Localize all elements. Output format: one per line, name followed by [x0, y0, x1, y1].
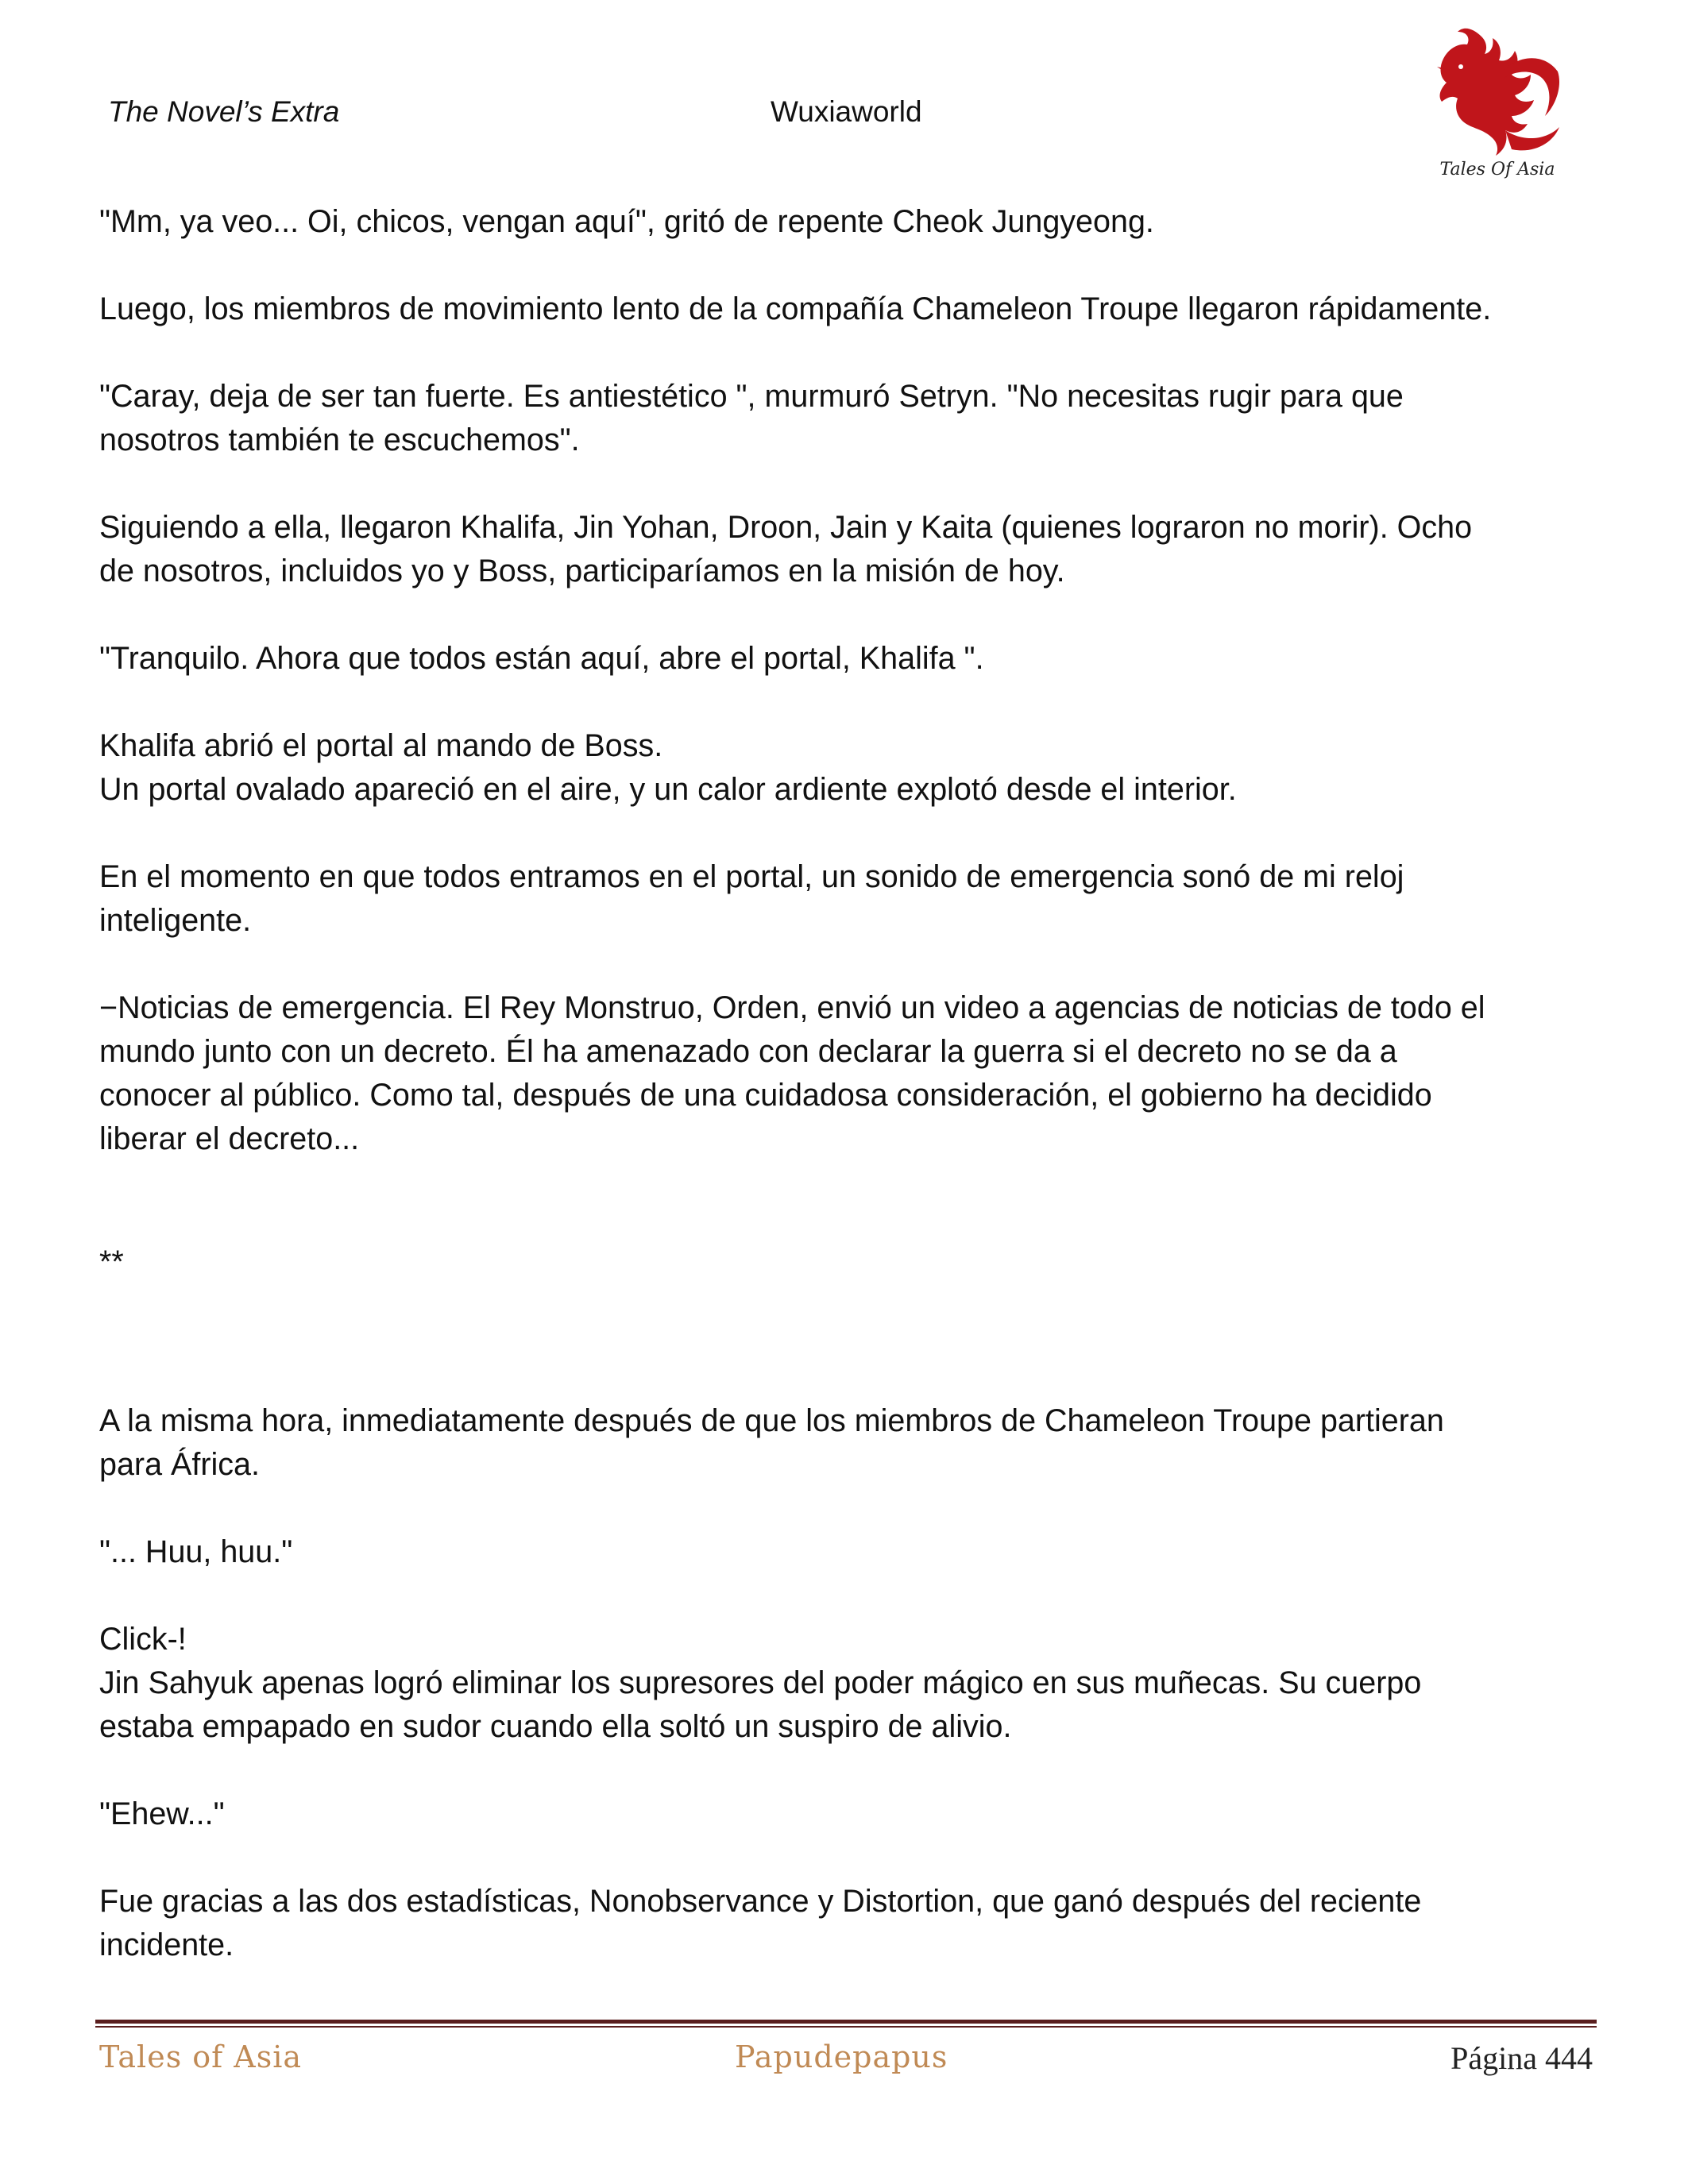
paragraph: "... Huu, huu." — [99, 1534, 293, 1569]
svg-text:Tales Of Asia: Tales Of Asia — [1439, 160, 1555, 179]
footer-publisher: Tales of Asia — [99, 2039, 303, 2074]
footer-divider-thin — [95, 2026, 1597, 2028]
footer-translator: Papudepapus — [735, 2039, 948, 2074]
paragraph: "Ehew..." — [99, 1796, 225, 1831]
paragraph: "Caray, deja de ser tan fuerte. Es antiestético ", murmuró Setryn. "No necesitas rugir para que nosotros también te escuchemos". — [99, 379, 1404, 457]
scene-separator: ** — [99, 1244, 124, 1279]
paragraph: En el momento en que todos entramos en el portal, un sonido de emergencia sonó de mi reloj inteligente. — [99, 859, 1404, 938]
tales-of-asia-dragon-logo — [1426, 22, 1569, 185]
paragraph: A la misma hora, inmediatamente después de que los miembros de Chameleon Troupe partieran para África. — [99, 1403, 1444, 1482]
chapter-body — [99, 200, 1585, 1967]
paragraph: Luego, los miembros de movimiento lento de la compañía Chameleon Troupe llegaron rápidamente. — [99, 291, 1492, 326]
paragraph: Click-! Jin Sahyuk apenas logró eliminar los supresores del poder mágico en sus muñecas. Su cuerpo estaba empapado en sudor cuando ella soltó un suspiro de alivio. — [99, 1622, 1422, 1744]
paragraph: Khalifa abrió el portal al mando de Boss. Un portal ovalado apareció en el aire, y un calor ardiente explotó desde el interior. — [99, 728, 1237, 807]
paragraph: −Noticias de emergencia. El Rey Monstruo, Orden, envió un video a agencias de noticias de todo el mundo junto con un decreto. Él ha amenazado con declarar la guerra si el decreto no se da a conocer al público. Como tal, después de una cuidadosa consideración, el gobierno ha decidido liberar el decreto... — [99, 990, 1485, 1156]
paragraph: "Tranquilo. Ahora que todos están aquí, abre el portal, Khalifa ". — [99, 641, 984, 676]
header-novel-title: The Novel’s Extra — [108, 95, 340, 128]
paragraph: "Mm, ya veo... Oi, chicos, vengan aquí", gritó de repente Cheok Jungyeong. — [99, 204, 1154, 239]
paragraph: Fue gracias a las dos estadísticas, Nonobservance y Distortion, que ganó después del reciente incidente. — [99, 1884, 1422, 1962]
page-number: Página 444 — [1450, 2040, 1593, 2076]
header-site-name: Wuxiaworld — [771, 95, 922, 128]
paragraph: Siguiendo a ella, llegaron Khalifa, Jin Yohan, Droon, Jain y Kaita (quienes lograron no morir). Ocho de nosotros, incluidos yo y Boss, participaríamos en la misión de hoy. — [99, 510, 1473, 588]
footer-divider — [95, 2020, 1597, 2024]
